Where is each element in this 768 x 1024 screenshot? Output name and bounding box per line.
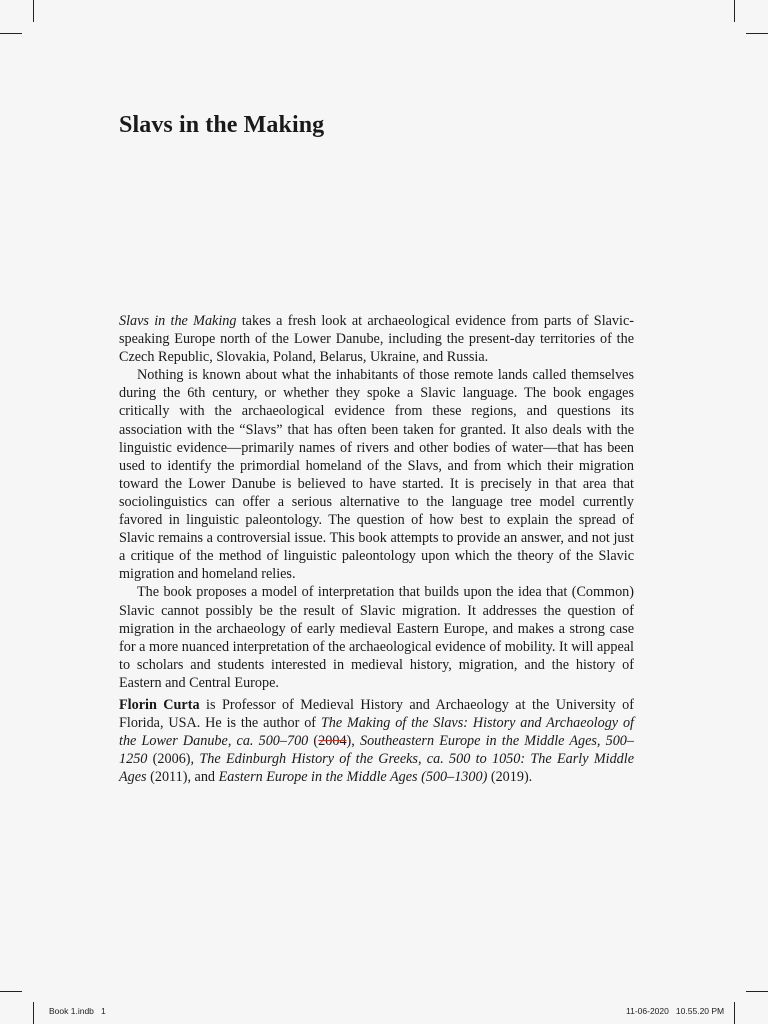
book-description — [119, 312, 634, 692]
description-p1-text: takes a fresh look at archaeological evidence from parts of Slavic-speaking Europe north of the Lower Danube, including the present-day territories of the Czech Republic, Slovakia, Poland, Belarus, Ukraine, and Russia. — [119, 313, 634, 366]
bio-text-6: (2019). — [487, 769, 533, 786]
bio-text-2: ( — [308, 733, 319, 750]
bio-text-3: ), — [346, 733, 360, 750]
crop-mark-bottom-right-h — [746, 991, 768, 992]
crop-mark-bottom-left — [33, 1002, 34, 1024]
description-paragraph-3: The book proposes a model of interpretation that builds upon the idea that (Common) Slavic cannot possibly be the result of Slavic migration. It addresses the question of migration in the archaeology of early medieval Eastern Europe, and makes a strong case for a more nuanced interpretation of the archaeological evidence of mobility. It will appeal to scholars and students interested in medieval history, migration, and the history of Eastern and Central Europe. — [119, 584, 634, 691]
author-bio-paragraph — [119, 696, 634, 786]
author-bio — [119, 696, 634, 786]
crop-mark-top-right-h — [746, 33, 768, 34]
book-title: Slavs in the Making — [119, 112, 325, 138]
crop-mark-bottom-left-h — [0, 991, 22, 992]
footer-file-label: Book 1.indb 1 — [49, 1006, 106, 1016]
description-paragraph-1 — [119, 312, 634, 366]
bio-text-1: is Professor of Medieval History and Archaeology at the University of Florida, USA. He is the author of — [119, 697, 634, 732]
footer-timestamp: 11-06-2020 10.55.20 PM — [626, 1006, 725, 1016]
struck-year: 2004 — [318, 733, 347, 750]
crop-mark-top-left-h — [0, 33, 22, 34]
author-name: Florin Curta — [119, 697, 200, 713]
bio-book-3: The Edinburgh History of the Greeks, ca. 500 to 1050: The Early Middle Ages — [119, 751, 635, 786]
bio-book-4: Eastern Europe in the Middle Ages (500–1300) — [218, 769, 488, 786]
crop-mark-top-right — [734, 0, 735, 22]
description-paragraph-2: Nothing is known about what the inhabitants of those remote lands called themselves during the 6th century, or whether they spoke a Slavic language. The book engages critically with the archaeological evidence from these regions, and questions its association with the “Slavs” that has often been taken for granted. It also deals with the linguistic evidence—primarily names of rivers and other bodies of water—that has been used to identify the primordial homeland of the Slavs, and from which their migration toward the Lower Danube is believed to have started. It is precisely in that area that sociolinguistics can offer a serious alternative to the language tree model currently favored in linguistic paleontology. The question of how best to explain the spread of Slavic remains a controversial issue. This book attempts to provide an answer, and not just a critique of the method of linguistic paleontology upon which the theory of the Slavic migration and homeland relies. — [119, 367, 634, 583]
crop-mark-bottom-right — [734, 1002, 735, 1024]
bio-book-1: The Making of the Slavs: History and Archaeology of the Lower Danube, ca. 500–700 — [119, 715, 634, 750]
description-title-italic: Slavs in the Making — [119, 313, 237, 329]
bio-book-2: Southeastern Europe in the Middle Ages, 500–1250 — [119, 733, 634, 768]
bio-text-4: (2006), — [147, 751, 200, 768]
crop-mark-top-left — [33, 0, 34, 22]
bio-text-5: (2011), and — [146, 769, 219, 786]
